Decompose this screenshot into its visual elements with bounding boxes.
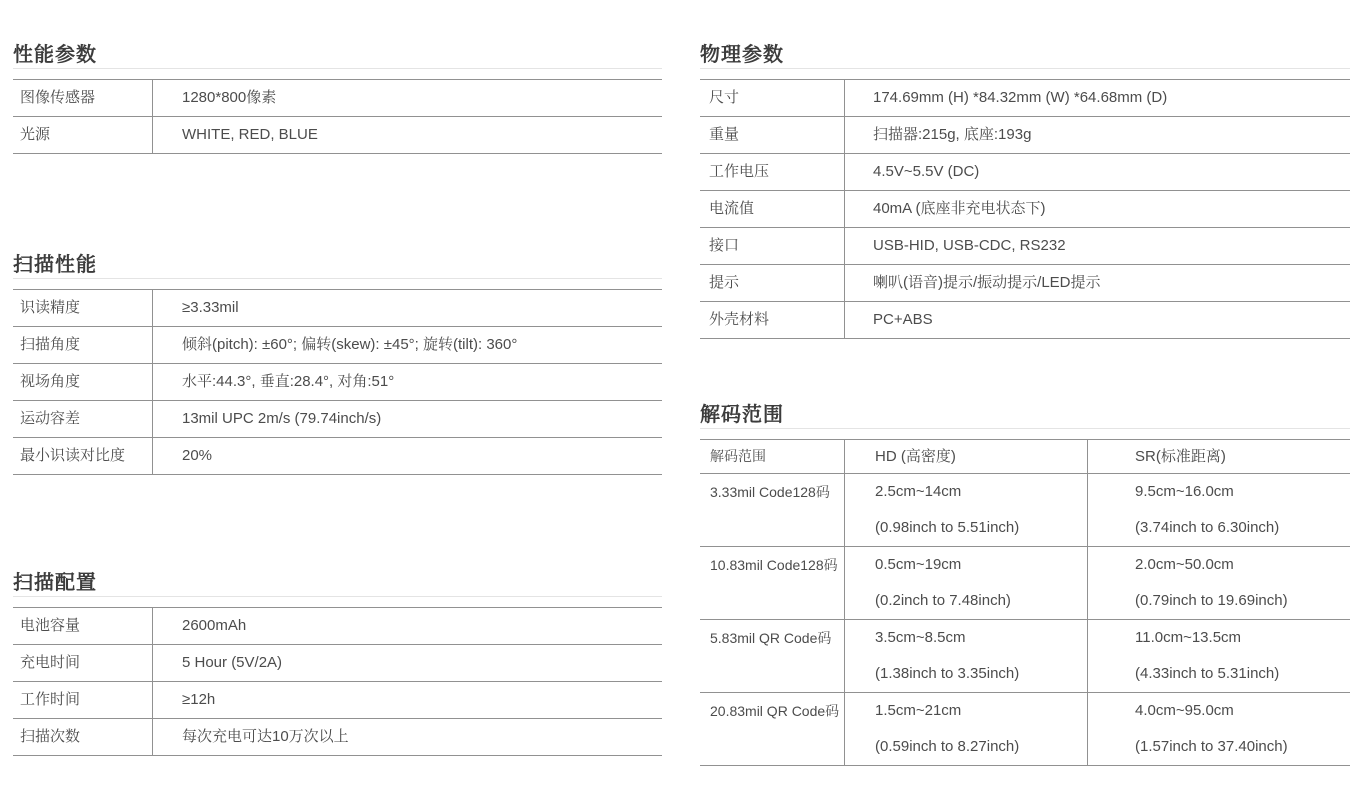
- spec-value: 1280*800像素: [182, 89, 277, 106]
- scan-config-table: [13, 607, 662, 756]
- spec-label: 扫描角度: [13, 327, 153, 363]
- spec-label: 尺寸: [700, 80, 845, 116]
- spec-label: 3.33mil Code128码: [700, 474, 845, 546]
- table-row: [13, 364, 662, 401]
- range-inch: (0.59inch to 8.27inch): [875, 738, 1020, 755]
- spec-label: 工作时间: [13, 682, 153, 718]
- table-row: [13, 719, 662, 756]
- section-title-physical: 物理参数: [700, 42, 1350, 69]
- physical-table: [700, 79, 1350, 339]
- hd-range-cell: [845, 693, 1088, 765]
- section-decode-range: [700, 402, 1350, 766]
- spec-label: 重量: [700, 117, 845, 153]
- section-scan-config: [13, 570, 662, 756]
- table-row: [13, 608, 662, 645]
- spec-label: 扫描次数: [13, 719, 153, 755]
- range-inch: (4.33inch to 5.31inch): [1135, 665, 1280, 682]
- section-physical: [700, 42, 1350, 339]
- spec-value: ≥3.33mil: [182, 299, 239, 316]
- spec-label: 外壳材料: [700, 302, 845, 338]
- sr-range-cell: [1088, 547, 1350, 619]
- spec-label: 视场角度: [13, 364, 153, 400]
- spec-value: 20%: [182, 447, 213, 464]
- spec-label: 提示: [700, 265, 845, 301]
- spec-label: 5.83mil QR Code码: [700, 620, 845, 692]
- spec-label: 20.83mil QR Code码: [700, 693, 845, 765]
- spec-label: 最小识读对比度: [13, 438, 153, 474]
- table-row: [13, 401, 662, 438]
- sr-range-cell: [1088, 693, 1350, 765]
- table-row: [13, 290, 662, 327]
- table-row: [13, 682, 662, 719]
- spec-label: 充电时间: [13, 645, 153, 681]
- section-title-performance: 性能参数: [13, 42, 662, 69]
- spec-value: WHITE, RED, BLUE: [182, 126, 318, 143]
- scan-performance-table: [13, 289, 662, 475]
- spec-label: 工作电压: [700, 154, 845, 190]
- spec-value: 2600mAh: [182, 617, 247, 634]
- section-performance: [13, 42, 662, 154]
- range-cm: 1.5cm~21cm: [875, 702, 962, 719]
- range-cm: 11.0cm~13.5cm: [1135, 629, 1242, 646]
- spec-label: 图像传感器: [13, 80, 153, 116]
- table-row: [13, 645, 662, 682]
- spec-label: 运动容差: [13, 401, 153, 437]
- section-title-decode-range: 解码范围: [700, 402, 1350, 429]
- section-title-scan-performance: 扫描性能: [13, 252, 662, 279]
- table-row: [700, 154, 1350, 191]
- range-inch: (3.74inch to 6.30inch): [1135, 519, 1280, 536]
- table-header-row: [700, 440, 1350, 474]
- table-row: [700, 80, 1350, 117]
- table-row: [700, 265, 1350, 302]
- hd-range-cell: [845, 620, 1088, 692]
- table-row: [700, 117, 1350, 154]
- spec-label: 电流值: [700, 191, 845, 227]
- spec-value: USB-HID, USB-CDC, RS232: [873, 237, 1066, 254]
- hd-range-cell: [845, 474, 1088, 546]
- decode-range-table: [700, 439, 1350, 766]
- range-cm: 0.5cm~19cm: [875, 556, 962, 573]
- table-row: [700, 474, 1350, 547]
- range-cm: 4.0cm~95.0cm: [1135, 702, 1234, 719]
- table-row: [13, 438, 662, 475]
- range-cm: 2.5cm~14cm: [875, 483, 962, 500]
- spec-value: 40mA (底座非充电状态下): [873, 200, 1046, 217]
- spec-value: 倾斜(pitch): ±60°; 偏转(skew): ±45°; 旋转(tilt): 360°: [182, 336, 518, 353]
- spec-value: 13mil UPC 2m/s (79.74inch/s): [182, 410, 382, 427]
- table-row: [700, 547, 1350, 620]
- column-header-sr: SR(标准距离): [1135, 448, 1226, 465]
- spec-label: 接口: [700, 228, 845, 264]
- sr-range-cell: [1088, 474, 1350, 546]
- spec-value: PC+ABS: [873, 311, 933, 328]
- spec-value: 4.5V~5.5V (DC): [873, 163, 980, 180]
- table-row: [700, 302, 1350, 339]
- table-row: [13, 80, 662, 117]
- section-scan-performance: [13, 252, 662, 475]
- table-row: [700, 693, 1350, 766]
- spec-value: 每次充电可达10万次以上: [182, 728, 349, 745]
- table-row: [700, 620, 1350, 693]
- performance-table: [13, 79, 662, 154]
- column-header-hd: HD (高密度): [845, 440, 1088, 473]
- spec-label: 电池容量: [13, 608, 153, 644]
- range-cm: 2.0cm~50.0cm: [1135, 556, 1234, 573]
- table-row: [13, 117, 662, 154]
- spec-label: 光源: [13, 117, 153, 153]
- range-inch: (1.57inch to 37.40inch): [1135, 738, 1288, 755]
- table-row: [13, 327, 662, 364]
- spec-value: ≥12h: [182, 691, 216, 708]
- sr-range-cell: [1088, 620, 1350, 692]
- range-inch: (0.98inch to 5.51inch): [875, 519, 1020, 536]
- section-title-scan-config: 扫描配置: [13, 570, 662, 597]
- spec-value: 喇叭(语音)提示/振动提示/LED提示: [873, 274, 1101, 291]
- spec-value: 174.69mm (H) *84.32mm (W) *64.68mm (D): [873, 89, 1168, 106]
- spec-label: 10.83mil Code128码: [700, 547, 845, 619]
- table-row: [700, 191, 1350, 228]
- hd-range-cell: [845, 547, 1088, 619]
- table-row: [700, 228, 1350, 265]
- spec-value: 扫描器:215g, 底座:193g: [873, 126, 1032, 143]
- column-header-decode-range: 解码范围: [700, 440, 845, 473]
- range-cm: 3.5cm~8.5cm: [875, 629, 966, 646]
- spec-value: 5 Hour (5V/2A): [182, 654, 283, 671]
- range-cm: 9.5cm~16.0cm: [1135, 483, 1234, 500]
- range-inch: (0.2inch to 7.48inch): [875, 592, 1011, 609]
- range-inch: (1.38inch to 3.35inch): [875, 665, 1020, 682]
- spec-label: 识读精度: [13, 290, 153, 326]
- range-inch: (0.79inch to 19.69inch): [1135, 592, 1288, 609]
- spec-value: 水平:44.3°, 垂直:28.4°, 对角:51°: [182, 373, 395, 390]
